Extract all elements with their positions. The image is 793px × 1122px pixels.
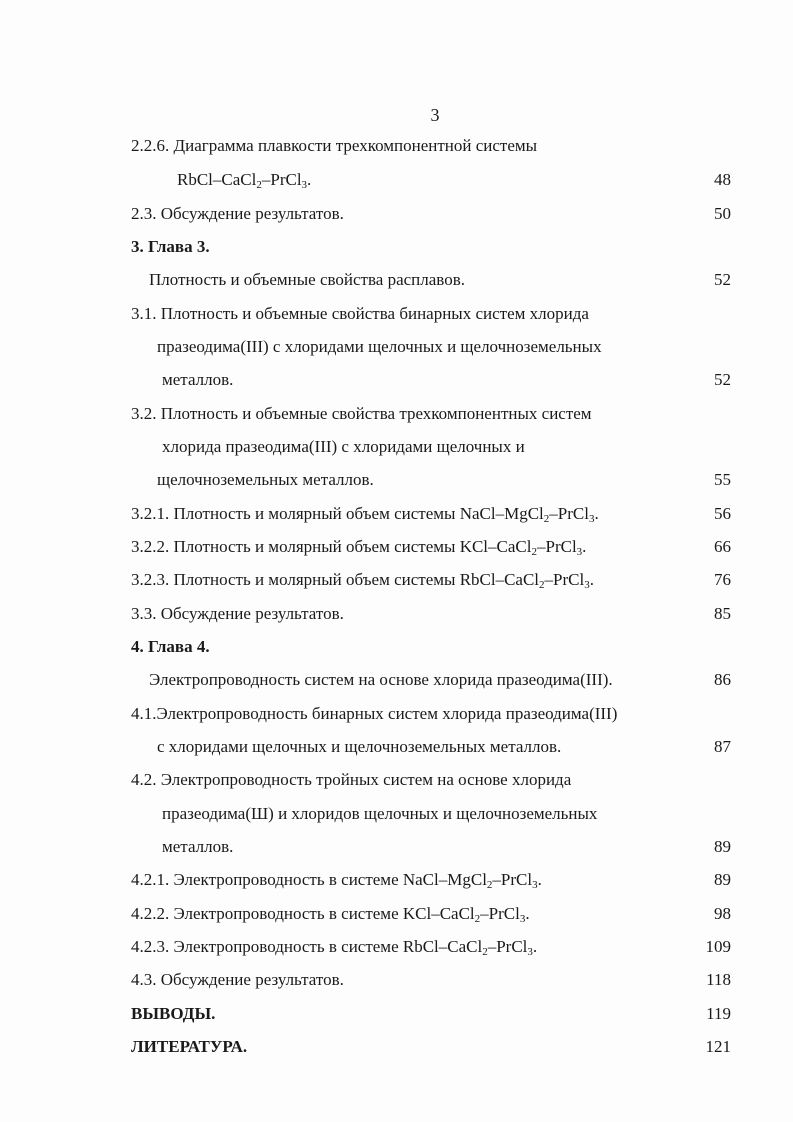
- toc-page-number: 118: [706, 970, 731, 989]
- toc-page-number: 48: [714, 170, 731, 189]
- toc-entry-3-2-line3: щелочноземельных металлов.: [157, 470, 374, 489]
- toc-page-number: 89: [714, 870, 731, 889]
- toc-references: ЛИТЕРАТУРА.: [131, 1037, 248, 1056]
- toc-chapter-4-heading: 4. Глава 4.: [131, 637, 210, 656]
- toc-page-number: 52: [714, 370, 731, 389]
- toc-entry-2-3: 2.3. Обсуждение результатов.: [131, 204, 344, 223]
- toc-page-number: 87: [714, 737, 731, 756]
- toc-page-number: 56: [714, 504, 731, 523]
- toc-entry-4-1-line1: 4.1.Электропроводность бинарных систем хлорида празеодима(III): [131, 704, 618, 723]
- toc-page-number: 50: [714, 204, 731, 223]
- toc-entry-3-2-1: 3.2.1. Плотность и молярный объем системы NaCl–MgCl$_2$–PrCl$_3$.: [131, 504, 599, 525]
- toc-page-number: 85: [714, 604, 731, 623]
- toc-entry-2-2-6-title: 2.2.6. Диаграмма плавкости трехкомпонентной системы: [131, 136, 538, 155]
- toc-entry-3-1-line1: 3.1. Плотность и объемные свойства бинарных систем хлорида: [131, 304, 589, 323]
- toc-entry-4-3: 4.3. Обсуждение результатов.: [131, 970, 344, 989]
- page-number: 3: [430, 105, 440, 125]
- toc-entry-4-2-line3: металлов.: [162, 837, 234, 856]
- toc-entry-4-1-line2: с хлоридами щелочных и щелочноземельных металлов.: [157, 737, 562, 756]
- toc-page-number: 52: [714, 270, 731, 289]
- toc-entry-3-3: 3.3. Обсуждение результатов.: [131, 604, 344, 623]
- toc-page-number: 76: [714, 570, 731, 589]
- toc-page-number: 66: [714, 537, 731, 556]
- toc-page-number: 55: [714, 470, 731, 489]
- toc-entry-2-2-6-formula: RbCl–CaCl$_2$–PrCl$_3$.: [177, 170, 312, 191]
- toc-entry-3-2-line2: хлорида празеодима(III) с хлоридами щелочных и: [162, 437, 525, 456]
- toc-chapter-3-heading: 3. Глава 3.: [131, 237, 210, 256]
- toc-chapter-3-title: Плотность и объемные свойства расплавов.: [149, 270, 465, 289]
- toc-page-number: 119: [706, 1004, 731, 1023]
- toc-entry-3-1-line3: металлов.: [162, 370, 234, 389]
- toc-chapter-4-title: Электропроводность систем на основе хлорида празеодима(III).: [149, 670, 613, 689]
- toc-page-number: 121: [705, 1037, 731, 1056]
- toc-page-number: 86: [714, 670, 731, 689]
- toc-entry-4-2-line1: 4.2. Электропроводность тройных систем на основе хлорида: [131, 770, 572, 789]
- toc-page-number: 109: [705, 937, 731, 956]
- toc-conclusions: ВЫВОДЫ.: [131, 1004, 216, 1023]
- toc-entry-3-1-line2: празеодима(III) с хлоридами щелочных и щелочноземельных: [157, 337, 602, 356]
- toc-entry-3-2-2: 3.2.2. Плотность и молярный объем системы KCl–CaCl$_2$–PrCl$_3$.: [131, 537, 587, 558]
- toc-page-number: 89: [714, 837, 731, 856]
- toc-entry-4-2-2: 4.2.2. Электропроводность в системе KCl–CaCl$_2$–PrCl$_3$.: [131, 904, 530, 925]
- toc-entry-4-2-line2: празеодима(Ш) и хлоридов щелочных и щелочноземельных: [162, 804, 598, 823]
- toc-entry-3-2-3: 3.2.3. Плотность и молярный объем системы RbCl–CaCl$_2$–PrCl$_3$.: [131, 570, 594, 591]
- toc-entry-4-2-1: 4.2.1. Электропроводность в системе NaCl–MgCl$_2$–PrCl$_3$.: [131, 870, 542, 891]
- toc-entry-3-2-line1: 3.2. Плотность и объемные свойства трехкомпонентных систем: [131, 404, 592, 423]
- toc-entry-4-2-3: 4.2.3. Электропроводность в системе RbCl–CaCl$_2$–PrCl$_3$.: [131, 937, 538, 958]
- toc-page-number: 98: [714, 904, 731, 923]
